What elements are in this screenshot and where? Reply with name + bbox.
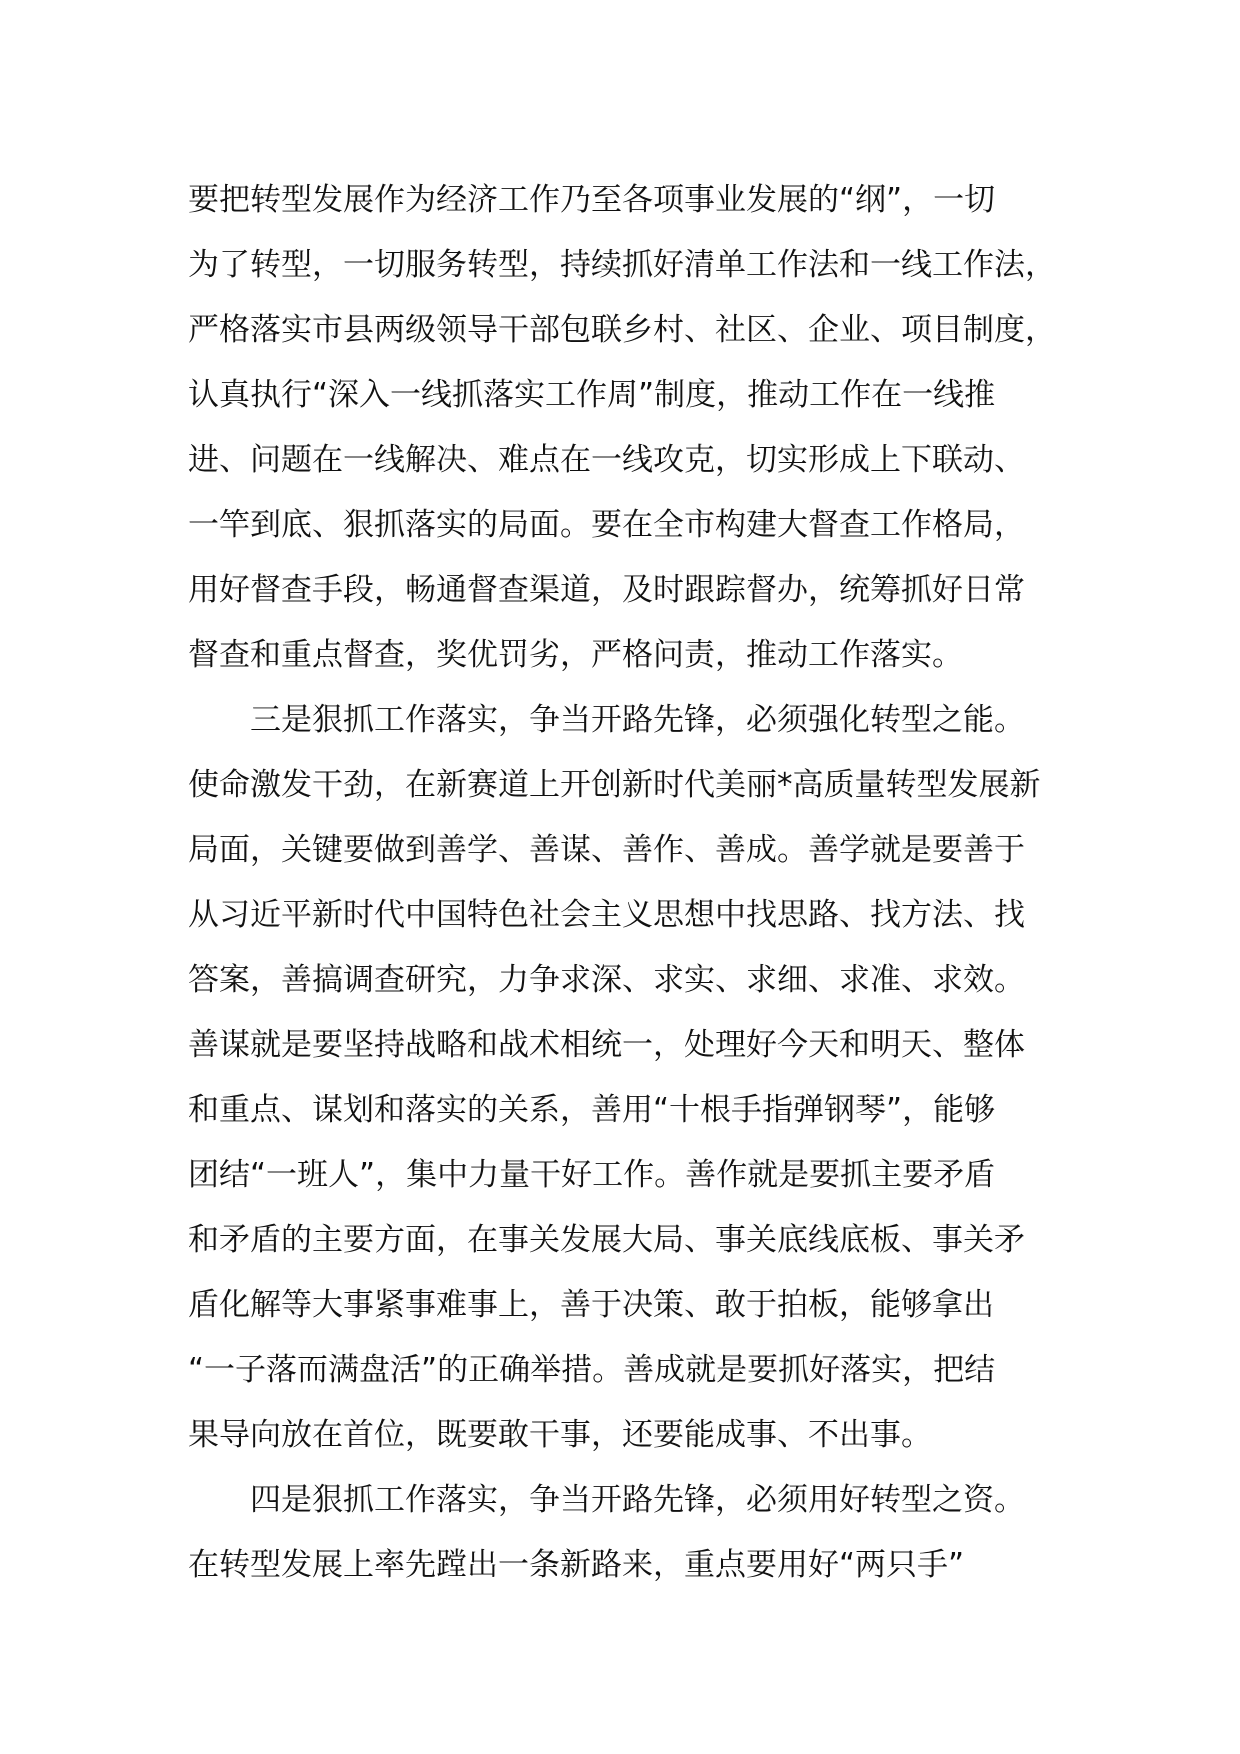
text-line: 用好督查手段，畅通督查渠道，及时跟踪督办，统筹抓好日常 bbox=[188, 572, 1025, 608]
text-line: 在转型发展上率先蹚出一条新路来，重点要用好“两只手” bbox=[188, 1547, 965, 1583]
text-line: 为了转型，一切服务转型，持续抓好清单工作法和一线工作法， bbox=[188, 247, 1056, 283]
text-line: 和矛盾的主要方面，在事关发展大局、事关底线底板、事关矛 bbox=[188, 1222, 1025, 1258]
paragraph-start-line: 三是狠抓工作落实，争当开路先锋，必须强化转型之能。 bbox=[188, 702, 1025, 738]
text-line: 和重点、谋划和落实的关系，善用“十根手指弹钢琴”，能够 bbox=[188, 1092, 996, 1128]
text-line: 督查和重点督查，奖优罚劣，严格问责，推动工作落实。 bbox=[188, 637, 963, 673]
text-line: 盾化解等大事紧事难事上，善于决策、敢于拍板，能够拿出 bbox=[188, 1287, 994, 1323]
paragraph-start-line: 四是狠抓工作落实，争当开路先锋，必须用好转型之资。 bbox=[188, 1482, 1025, 1518]
text-line: 善谋就是要坚持战略和战术相统一，处理好今天和明天、整体 bbox=[188, 1027, 1025, 1063]
text-line: 严格落实市县两级领导干部包联乡村、社区、企业、项目制度， bbox=[188, 312, 1056, 348]
text-line: 从习近平新时代中国特色社会主义思想中找思路、找方法、找 bbox=[188, 897, 1025, 933]
text-line: 要把转型发展作为经济工作乃至各项事业发展的“纲”，一切 bbox=[188, 182, 996, 218]
text-line: 果导向放在首位，既要敢干事，还要能成事、不出事。 bbox=[188, 1417, 932, 1453]
text-line: “一子落而满盘活”的正确举措。善成就是要抓好落实，把结 bbox=[188, 1352, 996, 1388]
text-line: 使命激发干劲，在新赛道上开创新时代美丽*高质量转型发展新 bbox=[188, 767, 1041, 803]
text-line: 进、问题在一线解决、难点在一线攻克，切实形成上下联动、 bbox=[188, 442, 1025, 478]
text-line: 答案，善搞调查研究，力争求深、求实、求细、求准、求效。 bbox=[188, 962, 1025, 998]
text-line: 一竿到底、狠抓落实的局面。要在全市构建大督查工作格局， bbox=[188, 507, 1025, 543]
text-line: 局面，关键要做到善学、善谋、善作、善成。善学就是要善于 bbox=[188, 832, 1025, 868]
text-line: 认真执行“深入一线抓落实工作周”制度，推动工作在一线推 bbox=[188, 377, 996, 413]
text-line: 团结“一班人”，集中力量干好工作。善作就是要抓主要矛盾 bbox=[188, 1157, 996, 1193]
body-text bbox=[188, 168, 1088, 1598]
